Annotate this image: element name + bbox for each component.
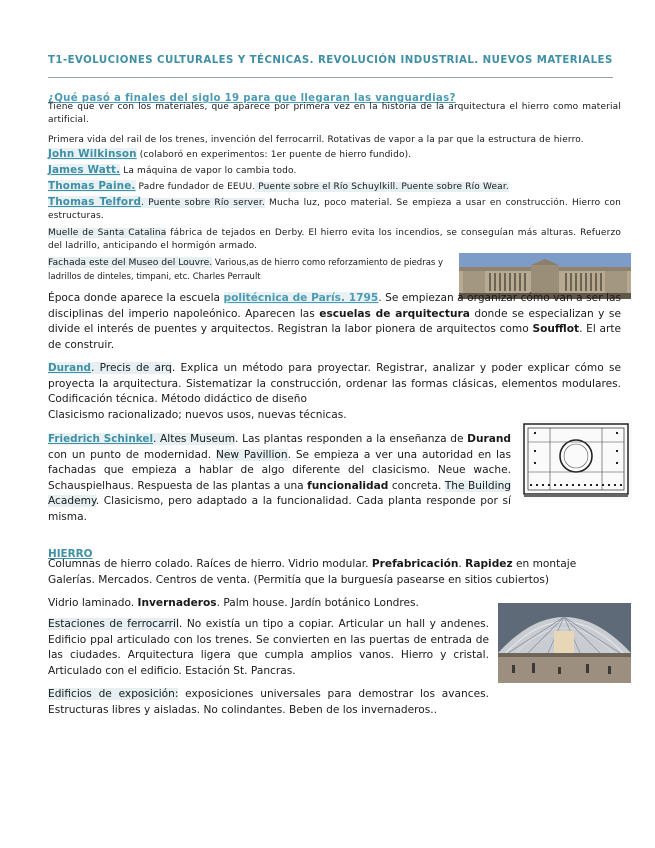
paine-name: Thomas Paine.: [48, 180, 136, 192]
st-pancras-station-image: [498, 603, 631, 683]
politecnica-text-3: donde se especializan y se divide el interés de puentes y arquitectos. Registran la labor pionera de arquitectos como: [48, 307, 621, 335]
schinkel-text-1: . Las plantas responden a la enseñanza de: [235, 433, 468, 445]
page-title: T1-EVOLUCIONES CULTURALES Y TÉCNICAS. REVOLUCIÓN INDUSTRIAL. NUEVOS MATERIALES: [48, 55, 613, 66]
hierro-text-2: .: [458, 558, 466, 570]
watt-text: La máquina de vapor lo cambia todo.: [120, 166, 297, 176]
telford-name: Thomas Telford: [48, 196, 142, 208]
paragraph-materials: Tiene que ver con los materiales, que aparece por primera vez en la historia de la arquitectura el hierro como material artificial.: [48, 102, 621, 125]
schinkel-durand: Durand: [467, 433, 511, 445]
telford-bridge: . Puente sobre Río server.: [141, 198, 265, 208]
vidrio-text-1: Vidrio laminado.: [48, 597, 138, 609]
telford-text: Mucha luz, poco material. Se empieza a usar en construcción. Hierro con estructuras.: [48, 198, 622, 221]
entry-wilkinson: [48, 148, 621, 162]
schinkel-altes: . Altes Museum: [153, 433, 236, 445]
durand-precis: . Precis de arq: [91, 362, 172, 374]
estaciones-heading: Estaciones de ferrocarril: [48, 618, 179, 630]
exposicion-text: exposiciones universales para demostrar los avances. Estructuras libres y aisladas. No colindantes. Beben de los invernaderos..: [48, 688, 489, 716]
paragraph-estaciones: [48, 617, 489, 679]
santa-catalina-name: Muelle de Santa Catalina: [48, 228, 167, 238]
invernaderos-bold: Invernaderos: [137, 597, 217, 609]
paine-text: Padre fundador de EEUU.: [135, 182, 256, 192]
paragraph-hierro: [48, 557, 621, 573]
hierro-text-1: Columnas de hierro colado. Raíces de hierro. Vidrio modular.: [48, 558, 372, 570]
paine-bridges: Puente sobre el Río Schuylkill. Puente sobre Río Wear.: [255, 182, 509, 192]
entry-louvre: [48, 256, 452, 284]
schinkel-funcionalidad: funcionalidad: [307, 479, 389, 492]
wilkinson-name: John Wilkinson: [48, 148, 137, 160]
exposicion-heading: Edificios de exposición:: [48, 688, 179, 700]
prefabricacion-bold: Prefabricación: [371, 558, 459, 570]
entry-telford: [48, 196, 621, 223]
paragraph-politecnica: [48, 291, 621, 353]
paragraph-durand: [48, 361, 621, 408]
question-text: ¿Qué pasó a finales del siglo 19 para que llegaran las vanguardias?: [48, 93, 456, 104]
louvre-name: Fachada este del Museo del Louvre.: [48, 257, 213, 268]
durand-name: Durand: [48, 362, 91, 374]
schinkel-text-4: concreta.: [388, 479, 445, 492]
politecnica-text-1: Época donde aparece la escuela: [48, 292, 224, 304]
politecnica-link[interactable]: politécnica de París. 1795: [223, 292, 379, 304]
louvre-text: Various,as de hierro como reforzamiento de piedras y ladrillos de dinteles, timpani, etc. Charles Perrault: [48, 258, 444, 282]
schinkel-new-pavillion: New Pavillion: [215, 448, 288, 461]
santa-catalina-text: fábrica de tejados en Derby. El hierro evita los incendios, se conseguían más alturas. Refuerzo del ladrillo, anticipando el hormigón armado.: [48, 228, 621, 251]
altes-museum-plan-image: [520, 420, 632, 500]
schinkel-text-3: . Se empieza a ver una autoridad en las fachadas que empieza a hablar de algo diferente del clasicismo. Neue wache. Schauspielhaus. Respuesta de las plantas a una: [48, 448, 511, 492]
schinkel-name: Friedrich Schinkel: [48, 433, 154, 445]
politecnica-text-4: . El arte de construir.: [48, 323, 622, 351]
watt-name: James Watt.: [48, 164, 121, 176]
entry-santa-catalina: [48, 227, 621, 253]
hierro-text-3: en montaje: [512, 558, 577, 570]
entry-paine: [48, 180, 621, 194]
vidrio-text-2: . Palm house. Jardín botánico Londres.: [216, 597, 419, 609]
schinkel-building-academy: The Building Academy: [48, 479, 512, 507]
durand-classicism-line: Clasicismo racionalizado; nuevos usos, nuevas técnicas.: [48, 409, 347, 421]
entry-watt: [48, 164, 621, 178]
wilkinson-text: (colaboró en experimentos: 1er puente de hierro fundido).: [136, 150, 412, 160]
paragraph-schinkel: [48, 432, 511, 525]
politecnica-text-2: . Se empiezan a organizar cómo van a ser las disciplinas del imperio napoleónico. Aparecen las: [48, 292, 621, 320]
title-rule: [48, 77, 613, 78]
politecnica-bold: escuelas de arquitectura: [319, 307, 470, 320]
paragraph-exposicion: [48, 687, 489, 718]
rapidez-bold: Rapidez: [465, 558, 513, 570]
schinkel-text-5: . Clasicismo, pero adaptado a la funcionalidad. Cada planta responde por sí misma.: [48, 495, 511, 523]
hierro-heading-text: HIERRO: [48, 548, 93, 560]
hierro-galerias-line: Galerías. Mercados. Centros de venta. (Permitía que la burguesía pasearse en sitios cubiertos): [48, 574, 549, 586]
schinkel-text-2: con un punto de modernidad.: [48, 448, 216, 461]
durand-text: . Explica un método para proyectar. Registrar, analizar y poder explicar cómo se proyecta la arquitectura. Sistematizar la construcción, ordenar las formas clásicas, elementos modulares. Codificación técnica. Método didáctico de diseño: [48, 362, 621, 405]
soufflot-bold: Soufflot: [532, 323, 580, 335]
estaciones-text: . No existía un tipo a copiar. Articular un hall y andenes. Edificio ppal articulado con los trenes. Se convierten en las puertas de entrada de las ciudades. Arquitectura ligera que cumpla amplios vanos. Hierro y cristal. Articulado con el edificio. Estación St. Pancras.: [48, 618, 489, 677]
paragraph-rail: Primera vida del rail de los trenes, invención del ferrocarril. Rotativas de vapor a la par que la estructura de hierro.: [48, 135, 584, 145]
